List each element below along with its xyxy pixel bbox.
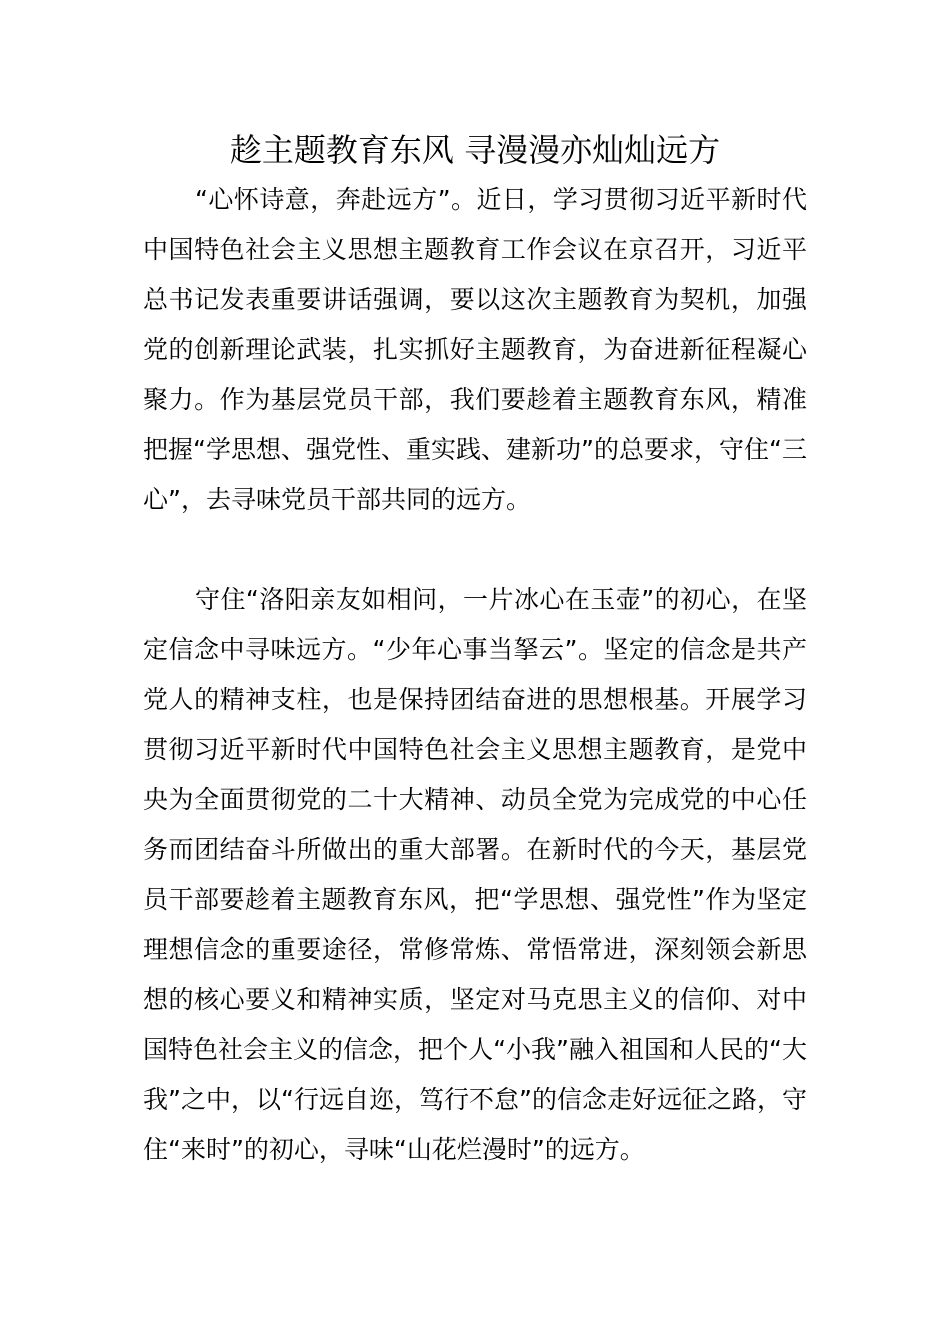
page-title: 趁主题教育东风 寻漫漫亦灿灿远方 <box>229 131 721 169</box>
document-body <box>143 175 807 1175</box>
paragraph-initial-aspiration: 守住“洛阳亲友如相问，一片冰心在玉壶”的初心，在坚定信念中寻味远方。“少年心事当拏云”。坚定的信念是共产党人的精神支柱，也是保持团结奋进的思想根基。开展学习贯彻习近平新时代中国特色社会主义思想主题教育，是党中央为全面贯彻党的二十大精神、动员全党为完成党的中心任务而团结奋斗所做出的重大部署。在新时代的今天，基层党员干部要趁着主题教育东风，把“学思想、强党性”作为坚定理想信念的重要途径，常修常炼、常悟常进，深刻领会新思想的核心要义和精神实质，坚定对马克思主义的信仰、对中国特色社会主义的信念，把个人“小我”融入祖国和人民的“大我”之中，以“行远自迩，笃行不怠”的信念走好远征之路，守住“来时”的初心，寻味“山花烂漫时”的远方。 <box>143 585 807 1164</box>
paragraph-intro: “心怀诗意，奔赴远方”。近日，学习贯彻习近平新时代中国特色社会主义思想主题教育工作会议在京召开，习近平总书记发表重要讲话强调，要以这次主题教育为契机，加强党的创新理论武装，扎实抓好主题教育，为奋进新征程凝心聚力。作为基层党员干部，我们要趁着主题教育东风，精准把握“学思想、强党性、重实践、建新功”的总要求，守住“三心”，去寻味党员干部共同的远方。 <box>143 185 807 514</box>
